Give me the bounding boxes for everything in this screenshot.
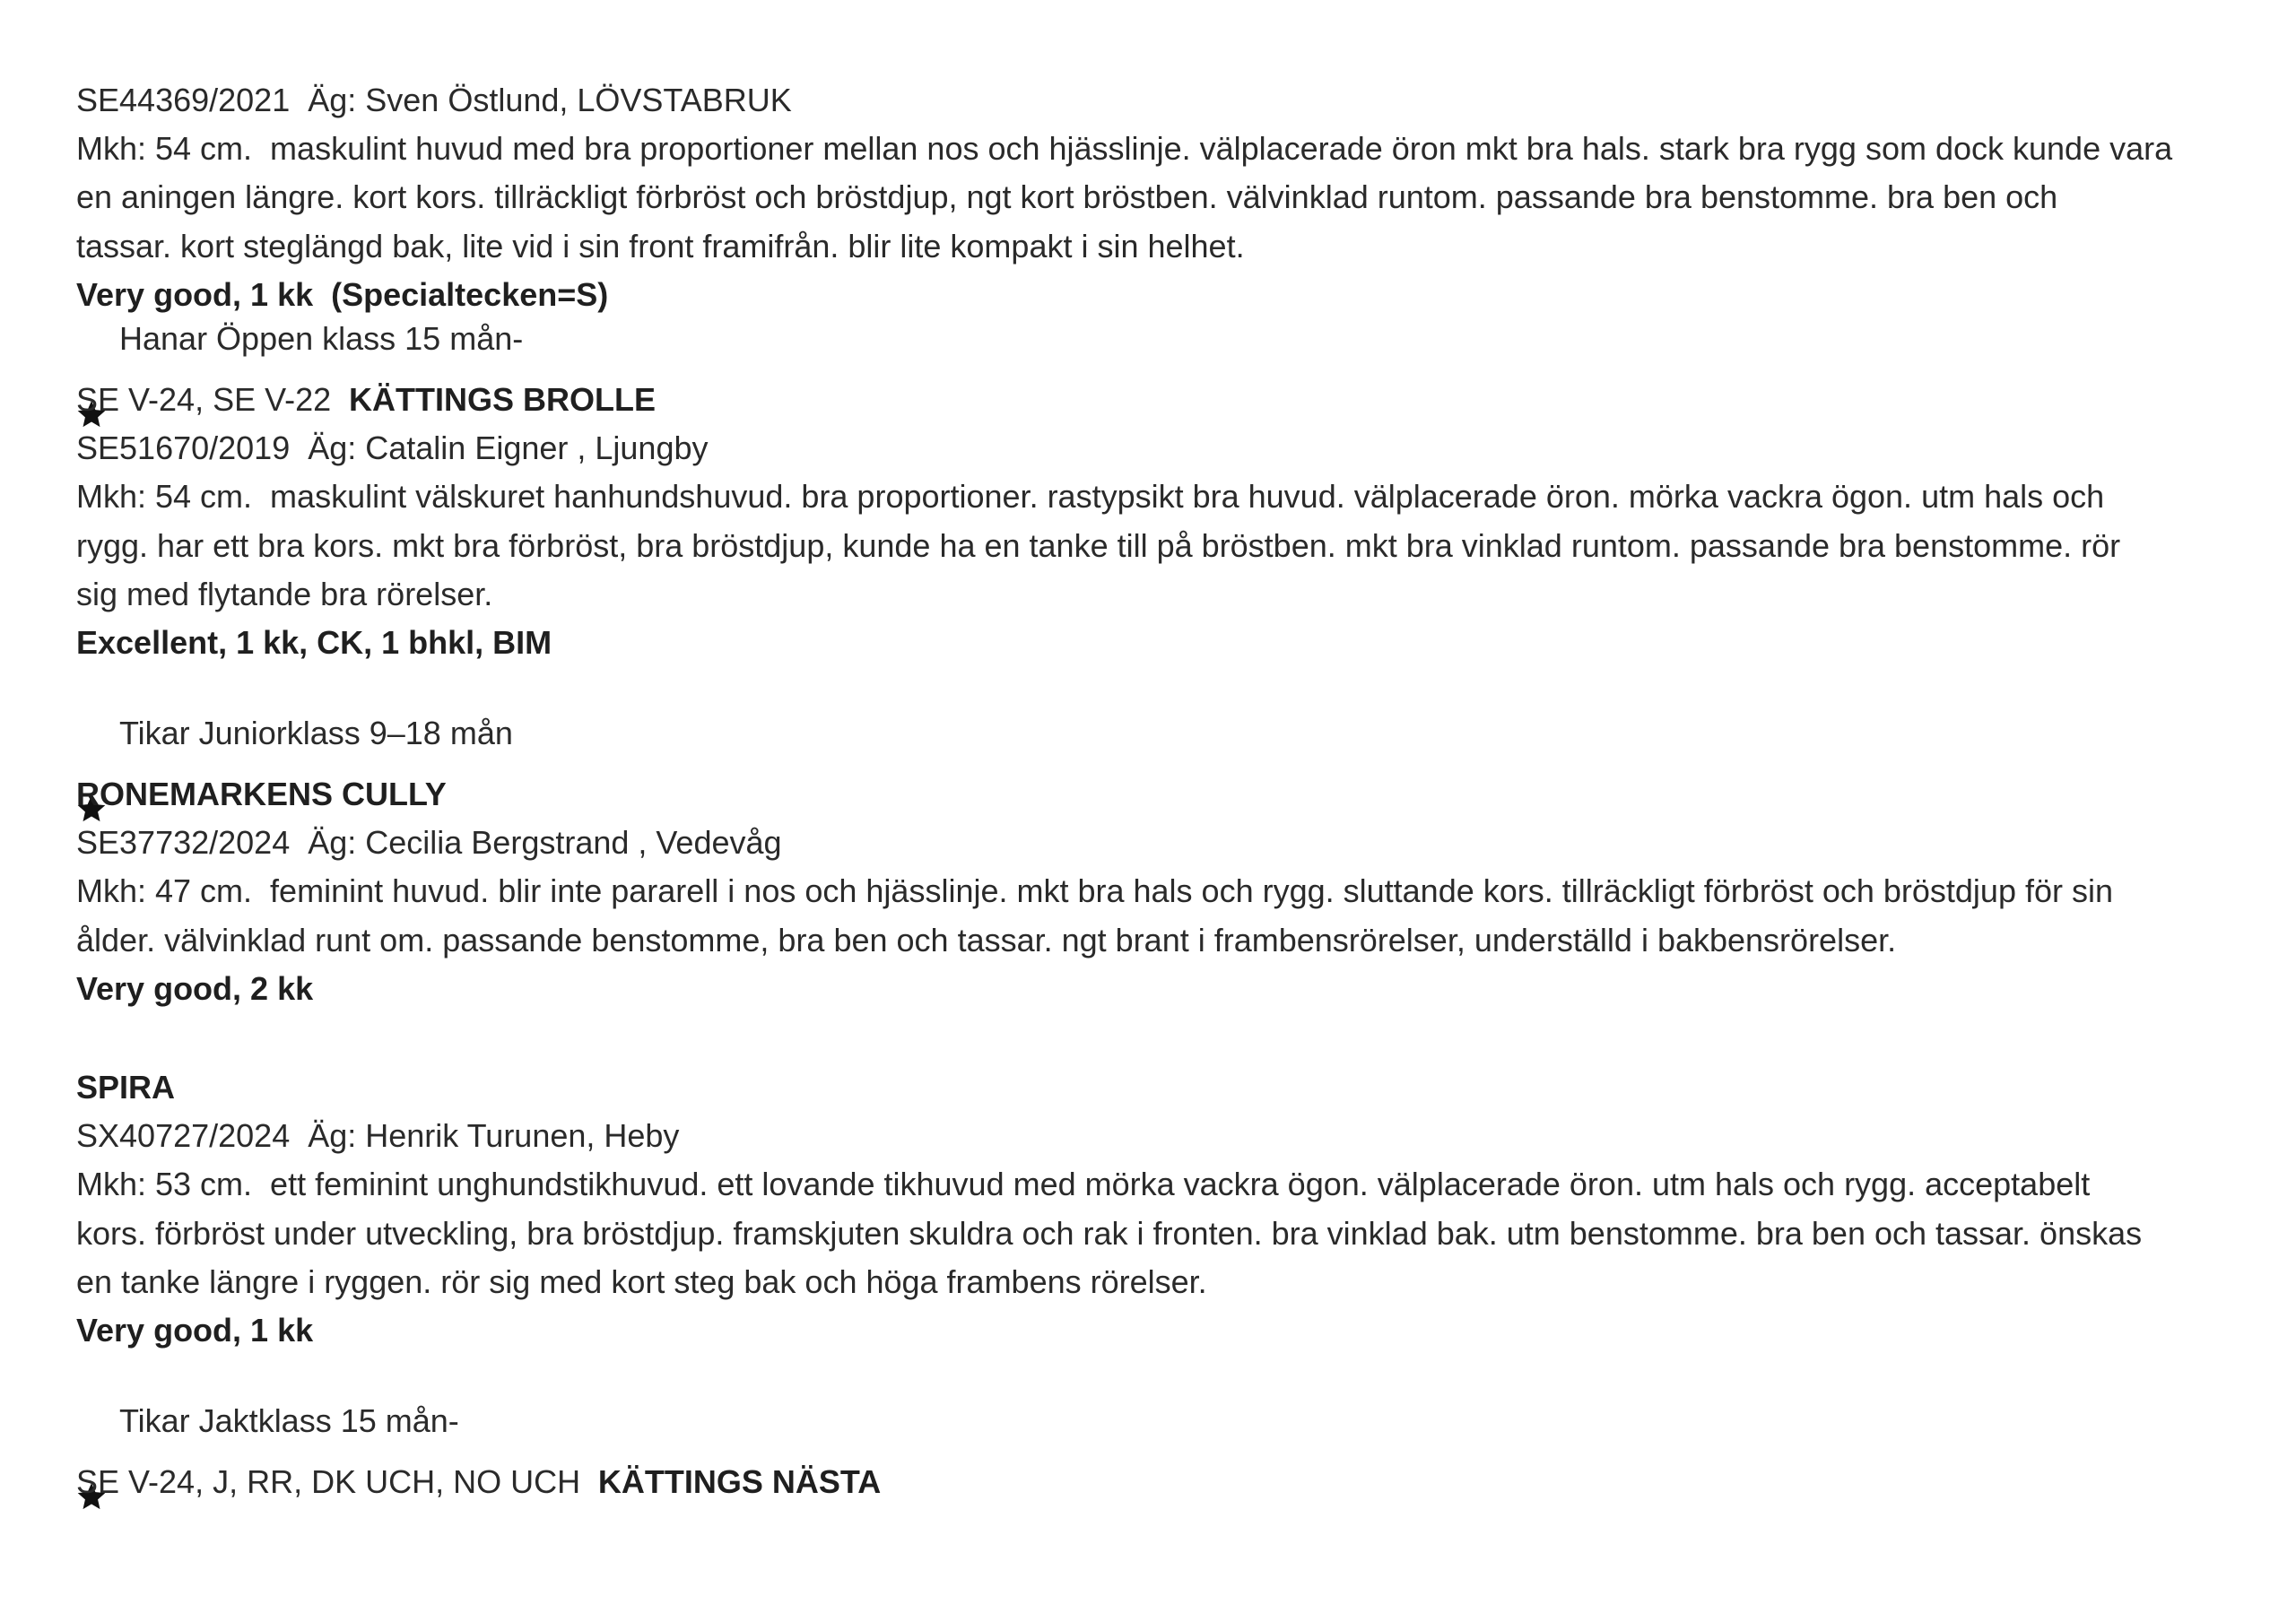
dog-entry (76, 76, 2247, 319)
class-heading (76, 1401, 2247, 1441)
star-icon (76, 1406, 107, 1436)
critique-line: Mkh: 54 cm. maskulint huvud med bra proportioner mellan nos och hjässlinje. välplacerade öron mkt bra hals. stark bra rygg som dock kunde vara (76, 130, 2173, 168)
critique-line: sig med flytande bra rörelser. (76, 575, 493, 612)
result-line: Excellent, 1 kk, CK, 1 bhkl, BIM (76, 623, 552, 661)
results-document (76, 76, 2247, 1506)
registration-line: SX40727/2024 Äg: Henrik Turunen, Heby (76, 1117, 680, 1155)
critique-line: Mkh: 54 cm. maskulint välskuret hanhundshuvud. bra proportioner. rastypsikt bra huvud. välplacerade öron. mörka vackra ögon. utm hals och (76, 478, 2105, 516)
registration-line: SE51670/2019 Äg: Catalin Eigner , Ljungby (76, 429, 709, 467)
titles-name-line (76, 376, 2247, 424)
dog-entry (76, 1063, 2247, 1355)
dog-titles: SE V-24, SE V-22 (76, 380, 332, 418)
critique-text (76, 867, 2247, 964)
critique-line: rygg. har ett bra kors. mkt bra förbröst, bra bröstdjup, kunde ha en tanke till på bröstben. mkt bra vinklad runtom. passande bra benstomme. rör (76, 526, 2121, 564)
dog-titles: SE V-24, J, RR, DK UCH, NO UCH (76, 1463, 581, 1501)
class-heading (76, 319, 2247, 359)
class-heading-label: Tikar Jaktklass 15 mån- (119, 1402, 459, 1440)
critique-line: Mkh: 53 cm. ett feminint unghundstikhuvud. ett lovande tikhuvud med mörka vackra ögon. välplacerade öron. utm hals och rygg. acceptabelt (76, 1166, 2091, 1203)
registration-line: SE44369/2021 Äg: Sven Östlund, LÖVSTABRUK (76, 82, 792, 118)
critique-line: en tanke längre i ryggen. rör sig med kort steg bak och höga frambens rörelser. (76, 1262, 1207, 1300)
star-icon (76, 718, 107, 749)
critique-line: Mkh: 47 cm. feminint huvud. blir inte pararell i nos och hjässlinje. mkt bra hals och rygg. sluttande kors. tillräckligt förbröst och bröstdjup för sin (76, 872, 2114, 910)
critique-line: ålder. välvinklad runt om. passande benstomme, bra ben och tassar. ngt brant i frambensrörelser, underställd i bakbensrörelser. (76, 921, 1897, 958)
critique-text (76, 125, 2247, 271)
result-line: Very good, 1 kk (76, 1311, 314, 1349)
registration-line: SE37732/2024 Äg: Cecilia Bergstrand , Vedevåg (76, 824, 782, 862)
class-heading (76, 714, 2247, 753)
result-line: Very good, 1 kk (Specialtecken=S) (76, 275, 609, 313)
class-heading-label: Tikar Juniorklass 9–18 mån (119, 715, 513, 752)
dog-name: KÄTTINGS NÄSTA (597, 1463, 882, 1501)
critique-line: kors. förbröst under utveckling, bra bröstdjup. framskjuten skuldra och rak i fronten. bra vinklad bak. utm benstomme. bra ben och tassar. önskas (76, 1214, 2143, 1252)
dog-entry (76, 376, 2247, 667)
dog-name: RONEMARKENS CULLY (76, 776, 447, 813)
dog-entry (76, 770, 2247, 1013)
dog-name: KÄTTINGS BROLLE (348, 380, 656, 418)
dog-entry (76, 1458, 2247, 1506)
critique-text (76, 1160, 2247, 1306)
result-line: Very good, 2 kk (76, 969, 314, 1007)
critique-text (76, 473, 2247, 619)
critique-line: tassar. kort steglängd bak, lite vid i sin front framifrån. blir lite kompakt i sin helhet. (76, 227, 1245, 265)
star-icon (76, 324, 107, 354)
critique-line: en aningen längre. kort kors. tillräckligt förbröst och bröstdjup, ngt kort bröstben. välvinklad runtom. passande bra benstomme. bra ben och (76, 178, 2058, 216)
class-heading-label: Hanar Öppen klass 15 mån- (119, 319, 524, 357)
dog-name: SPIRA (76, 1069, 176, 1106)
titles-name-line (76, 1458, 2247, 1506)
